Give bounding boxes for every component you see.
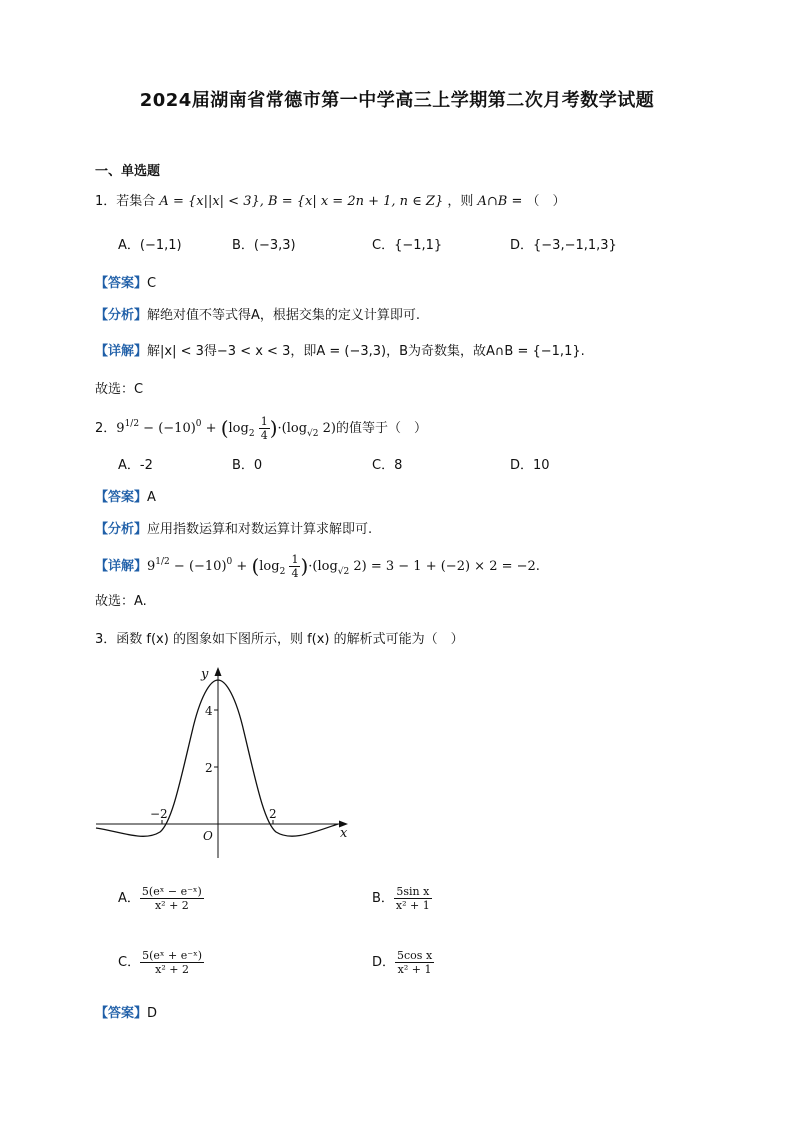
q2-detail-expression: $9^{1/2} - (-10)^0 + (\log_2$ $\frac{1}{4}$ )$\cdot(\log_{√2}$ 2) — [147, 553, 367, 580]
y-tick-label-4: 4 — [205, 704, 213, 718]
x-axis-label: x — [340, 826, 348, 841]
q3-option-d — [372, 948, 434, 978]
q2-option-c: C．8 — [372, 458, 403, 473]
q3-answer — [95, 1004, 157, 1024]
q1-analysis — [95, 306, 420, 326]
q3-option-c-denominator: x² + 2 — [155, 963, 189, 976]
q1-sets: A = {x||x| < 3}, B = {x| x = 2n + 1, n ∈ Z} — [159, 194, 444, 209]
y-axis-arrow — [215, 667, 222, 676]
section-heading: 一、单选题 — [95, 164, 161, 179]
q3-option-c-label: C． — [118, 955, 141, 970]
q1-intersection: A∩B — [477, 194, 508, 209]
q2-answer — [95, 488, 156, 508]
origin-label: O — [203, 829, 213, 843]
y-tick-label-2: 2 — [205, 761, 213, 775]
q2-detail-result: = 3 − 1 + (−2) × 2 = −2. — [366, 559, 540, 574]
q1-answer — [95, 274, 156, 294]
q3-option-c — [118, 948, 204, 978]
question-2-stem — [95, 414, 427, 440]
q3-option-b-numerator: 5sin x — [394, 885, 432, 899]
q1-option-c: C．{−1,1} — [372, 238, 443, 253]
q2-analysis-text: 应用指数运算和对数运算计算求解即可. — [147, 522, 373, 537]
q3-option-d-label: D． — [372, 955, 396, 970]
detail-tag: 【详解】 — [95, 344, 148, 359]
q1-detail — [95, 342, 585, 362]
q1-option-d: D．{−3,−1,1,3} — [510, 238, 617, 253]
question-3-stem: 3．函数 f(x) 的图象如下图所示，则 f(x) 的解析式可能为（ ） — [95, 632, 464, 647]
function-curve — [96, 680, 338, 836]
q2-expression: $9^{1/2} - (-10)^0 + (\log_2$ $\frac{1}{4}$ )$\cdot(\log_{√2}$ 2) — [116, 415, 336, 442]
q2-detail — [95, 552, 540, 578]
q3-option-c-numerator: 5(eˣ + e⁻ˣ) — [142, 949, 203, 962]
q3-option-a — [118, 884, 204, 914]
q1-answer-value: C — [147, 276, 157, 291]
q3-option-d-numerator: 5cos x — [397, 949, 433, 962]
q1-number: 1．若集合 — [95, 194, 156, 209]
answer-tag: 【答案】 — [95, 1006, 148, 1021]
question-1-stem — [95, 192, 566, 212]
q3-option-a-denominator: x² + 2 — [154, 899, 189, 912]
answer-tag: 【答案】 — [95, 276, 148, 291]
page-title: 2024届湖南省常德市第一中学高三上学期第二次月考数学试题 — [139, 90, 655, 111]
q1-conj: ，则 — [447, 194, 474, 209]
q3-option-b — [372, 884, 432, 914]
x-tick-label-neg2: −2 — [150, 807, 168, 821]
q2-option-a: A．-2 — [118, 458, 153, 473]
q2-option-b: B．0 — [232, 458, 263, 473]
function-graph — [92, 662, 354, 862]
q2-option-d: D．10 — [510, 458, 550, 473]
q2-analysis — [95, 520, 372, 540]
q1-option-b: B．(−3,3) — [232, 238, 296, 253]
x-tick-label-2: 2 — [269, 807, 277, 821]
q1-analysis-text: 解绝对值不等式得A，根据交集的定义计算即可. — [147, 308, 421, 323]
q2-answer-value: A — [147, 490, 156, 505]
analysis-tag: 【分析】 — [95, 308, 148, 323]
answer-tag: 【答案】 — [95, 490, 148, 505]
q2-conclusion: 故选：A. — [95, 594, 147, 609]
q3-option-d-denominator: x² + 1 — [397, 963, 432, 976]
y-axis-label: y — [201, 667, 209, 682]
q1-option-a: A．(−1,1) — [118, 238, 182, 253]
q2-tail: 的值等于（ ） — [335, 421, 427, 436]
q3-option-b-denominator: x² + 1 — [395, 899, 430, 912]
q1-blank: = （ ） — [511, 194, 566, 209]
q3-option-a-label: A． — [118, 891, 140, 906]
q1-conclusion: 故选：C — [95, 382, 144, 397]
q3-option-b-label: B． — [372, 891, 394, 906]
q2-number: 2． — [95, 421, 117, 436]
q1-detail-text: 解|x| < 3得−3 < x < 3，即A = (−3,3)，B为奇数集，故A∩B = {−1,1}. — [147, 344, 585, 359]
detail-tag: 【详解】 — [95, 559, 148, 574]
q3-answer-value: D — [147, 1006, 158, 1021]
analysis-tag: 【分析】 — [95, 522, 148, 537]
q3-option-a-numerator: 5(eˣ − e⁻ˣ) — [141, 885, 202, 898]
